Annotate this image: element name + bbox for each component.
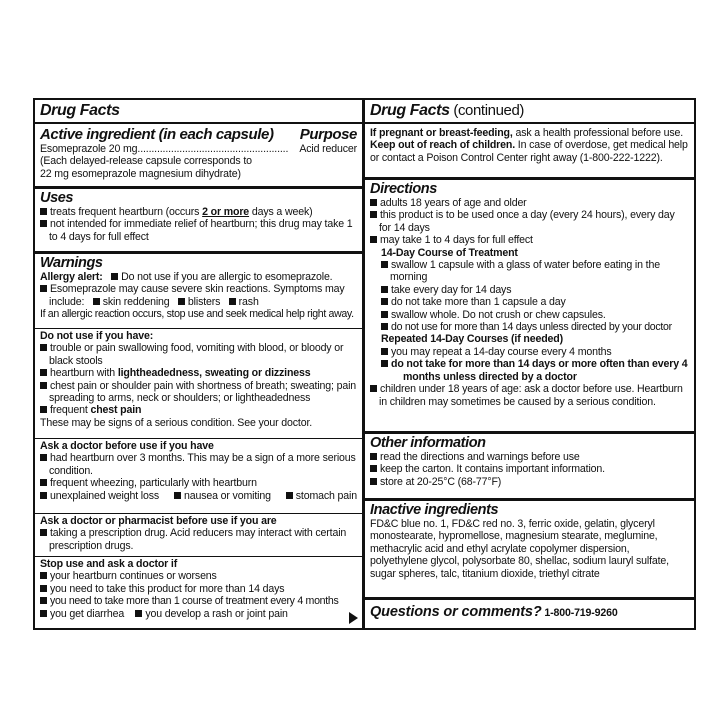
bullet-square-icon	[381, 311, 388, 318]
directions-heading: Directions	[370, 181, 437, 197]
directions-section	[365, 181, 694, 408]
other-information-heading: Other information	[370, 435, 486, 451]
list-item: you need to take more than 1 course of treatment every 4 months	[40, 595, 357, 607]
bullet-square-icon	[40, 406, 47, 413]
list-item: do not take more than 1 capsule a day	[381, 296, 689, 308]
bullet-square-icon	[370, 478, 377, 485]
bullet-square-icon	[229, 298, 236, 305]
bullet-square-icon	[370, 465, 377, 472]
bullet-square-icon	[40, 454, 47, 461]
questions-label: Questions or comments?	[370, 604, 542, 620]
divider	[35, 328, 362, 329]
list-item: unexplained weight loss nausea or vomiting stomach pain	[40, 490, 357, 502]
list-item: you may repeat a 14-day course every 4 months	[381, 346, 689, 358]
bullet-square-icon	[370, 236, 377, 243]
bullet-square-icon	[40, 344, 47, 351]
drug-facts-title: Drug Facts	[40, 102, 120, 119]
list-item: this product is to be used once a day (every 24 hours), every day for 14 days	[370, 209, 689, 234]
bullet-square-icon	[381, 360, 388, 367]
list-item: keep the carton. It contains important information.	[370, 463, 689, 475]
stop-use-section	[35, 558, 362, 620]
inactive-ingredients-list: FD&C blue no. 1, FD&C red no. 3, ferric oxide, gelatin, glyceryl monostearate, hypromellose, magnesium stearate, meglumine, methacrylic acid and ethyl acrylate copolymer dispersion, polyethylene glycol, polysorbate 80, shellac, sodium lauryl sulfate, sugar spheres, talc, titanium dioxide, triethyl citrate	[370, 518, 669, 580]
keep-out-warning: Keep out of reach of children. In case of overdose, get medical help or contact a Poison Control Center right away (1-800-222-1222).	[370, 139, 688, 164]
bullet-square-icon	[370, 385, 377, 392]
uses-heading: Uses	[40, 190, 74, 206]
ask-pharmacist-heading: Ask a doctor or pharmacist before use if you are	[40, 515, 277, 527]
ingredient-note-2: 22 mg esomeprazole magnesium dihydrate)	[40, 167, 241, 180]
bullet-square-icon	[381, 348, 388, 355]
active-ingredient-heading: Active ingredient (in each capsule)	[40, 126, 274, 143]
divider	[35, 438, 362, 439]
bullet-square-icon	[370, 211, 377, 218]
divider	[35, 122, 362, 124]
divider	[365, 122, 694, 124]
list-item: take every day for 14 days	[381, 284, 689, 296]
list-item: your heartburn continues or worsens	[40, 570, 357, 582]
list-item: store at 20-25°C (68-77°F)	[370, 476, 689, 488]
continued-label: (continued)	[449, 102, 524, 119]
divider	[365, 431, 694, 434]
bullet-square-icon	[381, 323, 388, 330]
list-item: frequent wheezing, particularly with heartburn	[40, 477, 357, 489]
ingredient-note-1: (Each delayed-release capsule corresponds to	[40, 155, 252, 168]
list-item: not intended for immediate relief of heartburn; this drug may take 1 to 4 days for full effect	[40, 218, 357, 243]
list-item: trouble or pain swallowing food, vomiting with blood, or bloody or black stools	[40, 342, 357, 367]
list-item: may take 1 to 4 days for full effect	[370, 234, 689, 246]
bullet-square-icon	[40, 369, 47, 376]
questions-phone: 1-800-719-9260	[544, 607, 618, 619]
bullet-square-icon	[381, 261, 388, 268]
list-item: treats frequent heartburn (occurs 2 or more days a week)	[40, 206, 357, 218]
bullet-square-icon	[40, 382, 47, 389]
bullet-square-icon	[40, 597, 47, 604]
course-heading: 14-Day Course of Treatment	[381, 246, 518, 259]
bullet-square-icon	[370, 453, 377, 460]
serious-note: These may be signs of a serious condition. See your doctor.	[40, 416, 313, 429]
symptom-list: include: skin reddening blisters rash	[49, 295, 259, 308]
ingredient-name: Esomeprazole 20 mg	[40, 143, 138, 155]
list-item: adults 18 years of age and older	[370, 197, 689, 209]
list-item: had heartburn over 3 months. This may be a sign of a more serious condition.	[40, 452, 357, 477]
bullet-square-icon	[178, 298, 185, 305]
list-item: do not take for more than 14 days or more often than every 4 months unless directed by a doctor	[381, 358, 689, 383]
drug-facts-header	[35, 102, 362, 120]
ask-pharmacist-section	[35, 515, 362, 552]
bullet-square-icon	[40, 529, 47, 536]
allergic-reaction-note: If an allergic reaction occurs, stop use and seek medical help right away.	[40, 308, 354, 321]
stop-use-heading: Stop use and ask a doctor if	[40, 558, 178, 570]
continue-arrow-icon	[349, 612, 358, 624]
bullet-square-icon	[40, 220, 47, 227]
list-item: taking a prescription drug. Acid reducers may interact with certain prescription drugs.	[40, 527, 357, 552]
inactive-ingredients-section	[365, 502, 694, 580]
pregnancy-section	[365, 127, 694, 164]
drug-facts-panel	[33, 98, 696, 630]
list-item: Esomeprazole may cause severe skin reactions. Symptoms may	[40, 283, 357, 295]
divider	[35, 556, 362, 557]
divider	[365, 597, 694, 600]
divider	[365, 177, 694, 180]
allergy-alert: Allergy alert: Do not use if you are allergic to esomeprazole.	[40, 271, 333, 283]
warnings-heading: Warnings	[40, 255, 103, 271]
questions-section	[365, 606, 694, 619]
bullet-square-icon	[40, 479, 47, 486]
list-item: swallow 1 capsule with a glass of water before eating in the morning	[381, 259, 689, 284]
ask-doctor-section	[35, 440, 362, 502]
left-column	[35, 100, 362, 628]
bullet-square-icon	[40, 208, 47, 215]
bullet-square-icon	[40, 492, 47, 499]
drug-facts-title: Drug Facts	[370, 102, 450, 119]
leader-dots: ......................................................	[137, 143, 289, 155]
drug-facts-continued-header	[365, 102, 694, 120]
ask-doctor-heading: Ask a doctor before use if you have	[40, 440, 214, 452]
divider	[35, 513, 362, 514]
active-ingredient-section	[35, 126, 362, 180]
bullet-square-icon	[174, 492, 181, 499]
bullet-square-icon	[40, 572, 47, 579]
do-not-use-heading: Do not use if you have:	[40, 330, 154, 342]
purpose-heading: Purpose	[299, 126, 357, 143]
purpose-value: Acid reducer	[299, 143, 357, 155]
inactive-ingredients-heading: Inactive ingredients	[370, 502, 499, 518]
right-column	[365, 100, 694, 628]
divider	[365, 498, 694, 501]
bullet-square-icon	[286, 492, 293, 499]
list-item: swallow whole. Do not crush or chew capsules.	[381, 309, 689, 321]
pregnancy-warning: If pregnant or breast-feeding, ask a health professional before use.	[370, 127, 684, 139]
warnings-section	[35, 255, 362, 321]
list-item: children under 18 years of age: ask a doctor before use. Heartburn in children may sometimes be caused by a serious condition.	[370, 383, 689, 408]
bullet-square-icon	[40, 585, 47, 592]
other-information-section	[365, 435, 694, 488]
list-item: chest pain or shoulder pain with shortness of breath; sweating; pain spreading to arms, neck or shoulders; or lightheadedness	[40, 380, 357, 405]
list-item: read the directions and warnings before use	[370, 451, 689, 463]
bullet-square-icon	[40, 285, 47, 292]
list-item: frequent chest pain	[40, 404, 357, 416]
repeat-heading: Repeated 14-Day Courses (if needed)	[381, 333, 563, 346]
do-not-use-section	[35, 330, 362, 429]
list-item: do not use for more than 14 days unless directed by your doctor	[381, 321, 689, 333]
bullet-square-icon	[40, 610, 47, 617]
bullet-square-icon	[370, 199, 377, 206]
bullet-square-icon	[381, 286, 388, 293]
bullet-square-icon	[381, 298, 388, 305]
list-item: heartburn with lightheadedness, sweating or dizziness	[40, 367, 357, 379]
list-item: you get diarrhea you develop a rash or joint pain	[40, 608, 357, 620]
divider	[35, 251, 362, 254]
bullet-square-icon	[135, 610, 142, 617]
bullet-square-icon	[93, 298, 100, 305]
uses-section	[35, 190, 362, 243]
bullet-square-icon	[111, 273, 118, 280]
list-item: you need to take this product for more than 14 days	[40, 583, 357, 595]
divider	[35, 186, 362, 189]
